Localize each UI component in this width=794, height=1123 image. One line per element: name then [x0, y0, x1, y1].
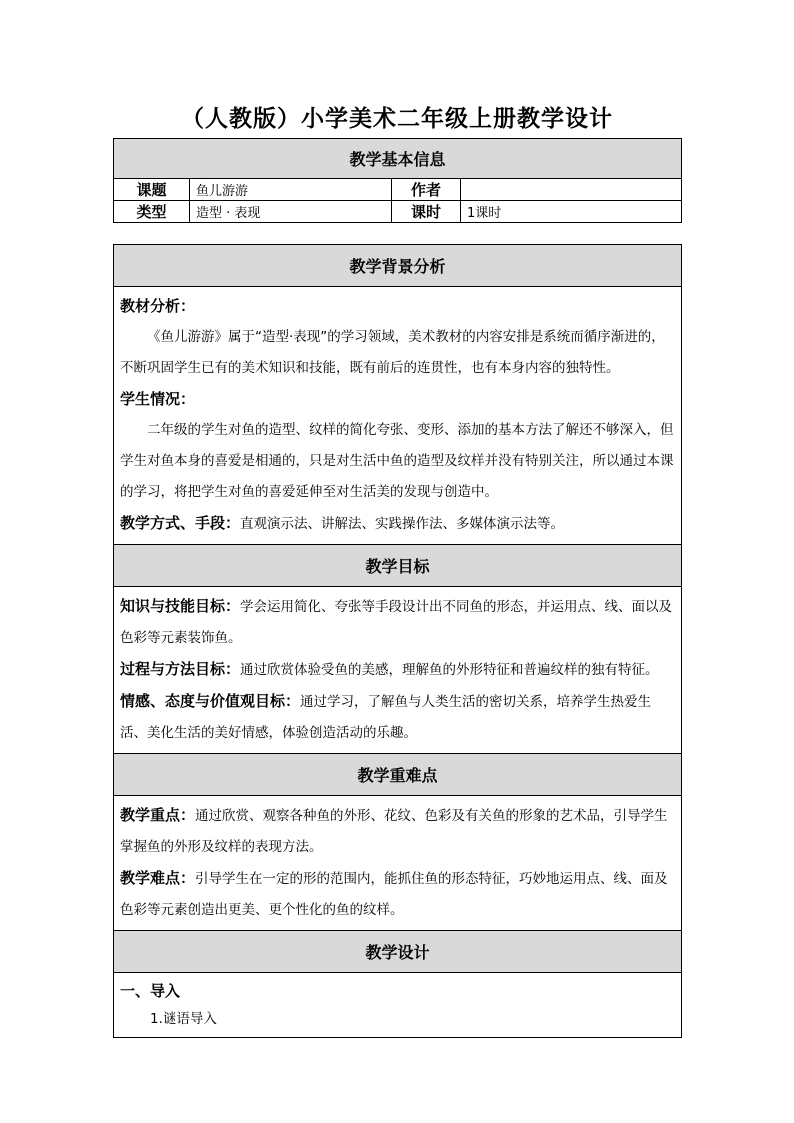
topic-label: 课题 [114, 179, 190, 201]
emotion-text: 通过学习，了解鱼与人类生活的密切关系，培养学生热爱生活、美化生活的美好情感，体验创造活动的乐趣。 [120, 694, 652, 741]
hours-value: 1课时 [461, 201, 682, 223]
process-label: 过程与方法目标： [120, 660, 241, 678]
author-label: 作者 [392, 179, 461, 201]
key-points-section [114, 796, 682, 931]
lesson-plan-table [113, 244, 682, 1038]
type-label: 类型 [114, 201, 190, 223]
background-header: 教学背景分析 [114, 245, 682, 287]
basic-info-header: 教学基本信息 [114, 139, 682, 179]
author-value [461, 179, 682, 201]
knowledge-label: 知识与技能目标： [120, 597, 241, 615]
student-label: 学生情况： [120, 390, 196, 408]
material-text: 《鱼儿游游》属于“造型·表现”的学习领域，美术教材的内容安排是系统而循序渐进的，不断巩固学生已有的美术知识和技能，既有前后的连贯性，也有本身内容的独特性。 [120, 329, 665, 376]
difficulty-text: 引导学生在一定的形的范围内，能抓住鱼的形态特征，巧妙地运用点、线、面及色彩等元素创造出更美、更个性化的鱼的纹样。 [120, 871, 668, 918]
focus-label: 教学重点： [120, 806, 196, 824]
goals-header: 教学目标 [114, 545, 682, 587]
topic-value: 鱼儿游游 [190, 179, 392, 201]
key-points-header: 教学重难点 [114, 754, 682, 796]
list-item: 1.谜语导入 [150, 1011, 217, 1027]
background-section [114, 287, 682, 545]
method-text: 直观演示法、讲解法、实践操作法、多媒体演示法等。 [240, 516, 565, 532]
method-label: 教学方式、手段： [120, 514, 241, 532]
table-row [114, 201, 682, 223]
emotion-label: 情感、态度与价值观目标： [120, 692, 301, 710]
type-value: 造型 · 表现 [190, 201, 392, 223]
material-label: 教材分析： [120, 297, 196, 315]
table-row [114, 179, 682, 201]
focus-text: 通过欣赏、观察各种鱼的外形、花纹、色彩及有关鱼的形象的艺术品，引导学生掌握鱼的外形及纹样的表现方法。 [120, 808, 668, 855]
section-intro-heading: 一、导入 [120, 982, 181, 1000]
knowledge-text: 学会运用简化、夸张等手段设计出不同鱼的形态，并运用点、线、面以及色彩等元素装饰鱼。 [120, 599, 673, 646]
hours-label: 课时 [392, 201, 461, 223]
goals-section [114, 587, 682, 754]
student-text: 二年级的学生对鱼的造型、纹样的简化夸张、变形、添加的基本方法了解还不够深入，但学生对鱼本身的喜爱是相通的，只是对生活中鱼的造型及纹样并没有特别关注，所以通过本课的学习，将把学生对鱼的喜爱延伸至对生活美的发现与创造中。 [120, 422, 674, 500]
difficulty-label: 教学难点： [120, 869, 196, 887]
basic-info-table [113, 138, 682, 223]
page-title: （人教版）小学美术二年级上册教学设计 [181, 106, 613, 132]
design-section [114, 973, 682, 1038]
process-text: 通过欣赏体验受鱼的美感，理解鱼的外形特征和普遍纹样的独有特征。 [240, 662, 659, 678]
design-header: 教学设计 [114, 931, 682, 973]
